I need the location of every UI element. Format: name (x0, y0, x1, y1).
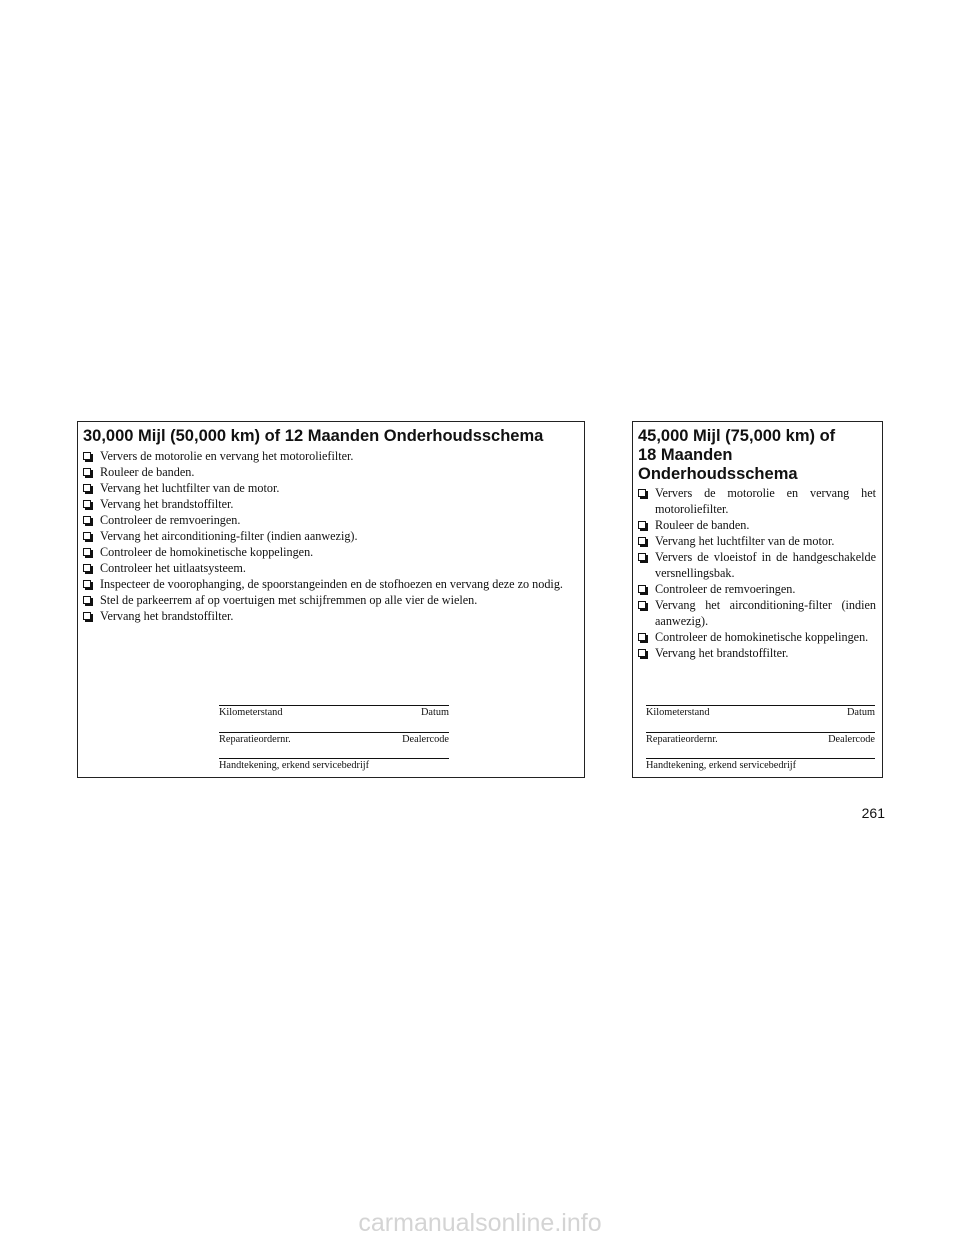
page-number: 261 (861, 805, 885, 821)
repair-order-label: Reparatieordernr. (646, 734, 718, 745)
checklist-item: Vervang het airconditioning-filter (indien aanwezig). (638, 597, 876, 629)
title-line: Onderhoudsschema (638, 465, 798, 483)
repair-order-dealer-line (646, 732, 875, 746)
checklist-item: Vervang het luchtfilter van de motor. (638, 533, 876, 549)
box-title (638, 427, 878, 484)
checklist (638, 485, 876, 661)
checklist-item: Controleer de homokinetische koppelingen. (638, 629, 876, 645)
checklist-item: Vervang het brandstoffilter. (638, 645, 876, 661)
checkbox-icon (638, 537, 646, 545)
box-title: 30,000 Mijl (50,000 km) of 12 Maanden Onderhoudsschema (83, 427, 544, 445)
repair-order-dealer-line (219, 732, 449, 746)
checkbox-icon (83, 484, 91, 492)
date-label: Datum (420, 707, 449, 718)
checklist-item: Controleer de remvoeringen. (83, 512, 578, 528)
checkbox-icon (638, 649, 646, 657)
checklist-item: Controleer de homokinetische koppelingen. (83, 544, 578, 560)
checkbox-icon (638, 521, 646, 529)
repair-order-label: Reparatieordernr. (219, 734, 291, 745)
checkbox-icon (638, 553, 646, 561)
dealer-code-label: Dealercode (402, 734, 449, 745)
checklist-item: Stel de parkeerrem af op voertuigen met schijfremmen op alle vier de wielen. (83, 592, 578, 608)
checkbox-icon (83, 596, 91, 604)
checkbox-icon (83, 500, 91, 508)
checkbox-icon (83, 548, 91, 556)
maintenance-box-45000 (632, 421, 883, 778)
checkbox-icon (83, 612, 91, 620)
title-line: 45,000 Mijl (75,000 km) of (638, 427, 836, 445)
checklist-item: Vervang het airconditioning-filter (indien aanwezig). (83, 528, 578, 544)
mileage-label: Kilometerstand (646, 707, 710, 718)
signature-block (219, 705, 449, 775)
checkbox-icon (638, 601, 646, 609)
checkbox-icon (83, 452, 91, 460)
maintenance-box-30000 (77, 421, 585, 778)
checkbox-icon (83, 532, 91, 540)
checkbox-icon (638, 585, 646, 593)
checklist-item: Inspecteer de voorophanging, de spoorstangeinden en de stofhoezen en vervang deze zo nodig. (83, 576, 578, 592)
date-label: Datum (846, 707, 875, 718)
checklist-item: Vervang het brandstoffilter. (83, 496, 578, 512)
checklist-item: Ververs de vloeistof in de handgeschakelde versnellingsbak. (638, 549, 876, 581)
signature-label: Handtekening, erkend servicebedrijf (646, 760, 797, 771)
title-line: 18 Maanden (638, 446, 733, 464)
checklist-item: Controleer de remvoeringen. (638, 581, 876, 597)
checklist-item: Vervang het brandstoffilter. (83, 608, 578, 624)
signature-line (219, 758, 449, 772)
checklist (83, 448, 578, 624)
checkbox-icon (83, 468, 91, 476)
checklist-item: Vervang het luchtfilter van de motor. (83, 480, 578, 496)
signature-line (646, 758, 875, 772)
checklist-item: Ververs de motorolie en vervang het motoroliefilter. (83, 448, 578, 464)
checklist-item: Rouleer de banden. (638, 517, 876, 533)
signature-label: Handtekening, erkend servicebedrijf (219, 760, 370, 771)
checklist-item: Ververs de motorolie en vervang het motoroliefilter. (638, 485, 876, 517)
dealer-code-label: Dealercode (828, 734, 875, 745)
checkbox-icon (638, 633, 646, 641)
signature-block (646, 705, 875, 775)
mileage-label: Kilometerstand (219, 707, 283, 718)
checkbox-icon (83, 580, 91, 588)
checkbox-icon (83, 564, 91, 572)
checklist-item: Rouleer de banden. (83, 464, 578, 480)
mileage-date-line (646, 705, 875, 719)
mileage-date-line (219, 705, 449, 719)
checkbox-icon (638, 489, 646, 497)
checkbox-icon (83, 516, 91, 524)
watermark: carmanualsonline.info (358, 1209, 602, 1237)
checklist-item: Controleer het uitlaatsysteem. (83, 560, 578, 576)
